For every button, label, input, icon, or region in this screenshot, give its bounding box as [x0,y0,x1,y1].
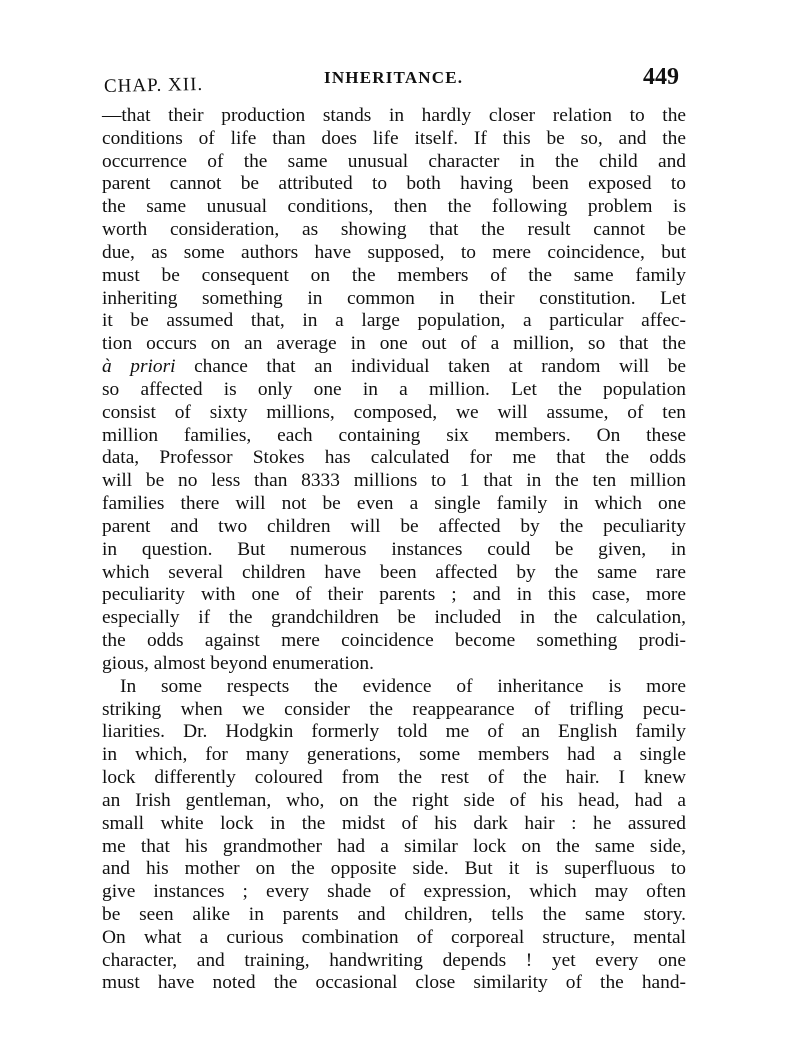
text-line: in which, for many generations, some members had a single [102,744,686,766]
text-line: in question. But numerous instances could be given, in [102,538,686,560]
chapter-label: CHAP. XII. [103,73,204,97]
text-line: parent and two children will be affected by the peculiarity [102,515,686,537]
text-line: occurrence of the same unusual character in the child and [102,150,686,172]
body-text [102,105,686,995]
text-line: On what a curious combination of corporeal structure, mental [102,926,686,948]
running-header [100,64,685,98]
text-line: especially if the grandchildren be included in the calculation, [102,607,686,629]
text-line: conditions of life than does life itself. If this be so, and the [102,127,686,149]
text-line: an Irish gentleman, who, on the right side of his head, had a [102,789,686,811]
text-line: so affected is only one in a million. Let the population [102,378,686,400]
text-line: million families, each containing six members. On these [102,424,686,446]
text-line: worth consideration, as showing that the result cannot be [102,219,686,241]
text-line: be seen alike in parents and children, tells the same story. [102,903,686,925]
text-line: —that their production stands in hardly closer relation to the [102,105,686,126]
text-line: peculiarity with one of their parents ; and in this case, more [102,584,686,606]
text-line: lock differently coloured from the rest of the hair. I knew [102,767,686,789]
text-line: and his mother on the opposite side. But it is superfluous to [102,858,686,880]
text-line: small white lock in the midst of his dark hair : he assured [102,812,686,834]
page-number: 449 [643,64,679,90]
text-line: must have noted the occasional close similarity of the hand- [102,972,686,994]
italic-phrase: à priori [102,356,176,378]
running-title: INHERITANCE. [324,68,464,87]
paragraph-last-line: gious, almost beyond enumeration. [102,652,374,674]
text-line: striking when we consider the reappearance of trifling pecu- [102,698,686,720]
text-line: liarities. Dr. Hodgkin formerly told me of an English family [102,721,686,743]
text-line: character, and training, handwriting depends ! yet every one [102,949,686,971]
text-line: tion occurs on an average in one out of a million, so that the [102,333,686,355]
text-line: will be no less than 8333 millions to 1 that in the ten million [102,470,686,492]
text-line: the same unusual conditions, then the following problem is [102,196,686,218]
text-line: must be consequent on the members of the same family [102,264,686,286]
text-line: give instances ; every shade of expression, which may often [102,881,686,903]
text-line: due, as some authors have supposed, to mere coincidence, but [102,241,686,263]
text-line: consist of sixty millions, composed, we will assume, of ten [102,401,686,423]
text-line: me that his grandmother had a similar lock on the same side, [102,835,686,857]
text-line: parent cannot be attributed to both having been exposed to [102,173,686,195]
paragraph-first-line: In some respects the evidence of inheritance is more [120,675,686,697]
text-line: which several children have been affected by the same rare [102,561,686,583]
text-line: families there will not be even a single family in which one [102,493,686,515]
text-line: it be assumed that, in a large population, a particular affec- [102,310,686,332]
text-line: inheriting something in common in their constitution. Let [102,287,686,309]
text-line: the odds against mere coincidence become something prodi- [102,630,686,652]
text-line: data, Professor Stokes has calculated for me that the odds [102,447,686,469]
text-line [102,356,686,379]
line-remainder: chance that an individual taken at random will be [175,356,686,378]
